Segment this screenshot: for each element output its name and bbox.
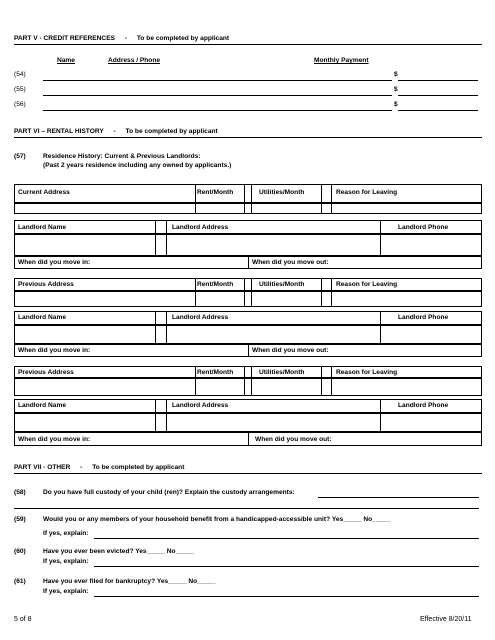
row-56-currency: $	[394, 101, 398, 108]
block1-address-label: Current Address	[18, 189, 70, 196]
q60-number: (60)	[14, 548, 26, 555]
effective-date: Effective 8/20/11	[420, 616, 472, 623]
page-number: 5 of 8	[14, 616, 32, 623]
col-name-label: Name	[57, 57, 75, 64]
block1-move-in-label[interactable]: When did you move in:	[18, 259, 91, 266]
q60-explain-field[interactable]	[94, 566, 479, 567]
q61-explain-label: If yes, explain:	[43, 588, 89, 595]
block2-landlord-phone-label: Landlord Phone	[398, 314, 449, 321]
row-55-currency: $	[394, 86, 398, 93]
q59-number: (59)	[14, 516, 26, 523]
block1-rent-label: Rent/Month	[197, 189, 234, 196]
block1-address-row	[14, 184, 482, 203]
block3-landlord-row-2	[14, 413, 482, 432]
part7-dash: -	[80, 464, 83, 471]
row-55-payment-field[interactable]	[398, 95, 478, 96]
block2-address-label: Previous Address	[18, 281, 74, 288]
q60-text: Have you ever been evicted? Yes_____ No_____	[43, 548, 194, 555]
part7-header-rule	[14, 473, 482, 474]
q60-explain-label: If yes, explain:	[43, 558, 89, 565]
block1-utilities-label: Utilities/Month	[259, 189, 305, 196]
q59-explain-label: If yes, explain:	[43, 530, 89, 537]
block2-landlord-name-label: Landlord Name	[18, 314, 66, 321]
q61-text: Have you ever filed for bankruptcy? Yes_____ No_____	[43, 578, 216, 585]
block1-landlord-row-2	[14, 234, 482, 256]
row-54-currency: $	[394, 71, 398, 78]
row-54-payment-field[interactable]	[398, 80, 478, 81]
block2-move-out-label[interactable]: When did you move out:	[252, 347, 329, 354]
q58-answer-field[interactable]	[318, 497, 479, 498]
q58-text: Do you have full custody of your child (ren)? Explain the custody arrangements:	[43, 489, 295, 496]
row-56-number: (56)	[14, 101, 26, 108]
block1-address-row-2	[14, 203, 482, 214]
block3-utilities-label: Utilities/Month	[259, 369, 305, 376]
part6-dash: -	[113, 128, 116, 135]
block3-landlord-phone-label: Landlord Phone	[398, 402, 449, 409]
col-payment-label: Monthly Payment	[314, 57, 369, 64]
part6-header-rule	[14, 137, 482, 138]
q61-explain-field[interactable]	[94, 596, 479, 597]
block2-address-row-2	[14, 291, 482, 307]
block2-move-in-label[interactable]: When did you move in:	[18, 347, 91, 354]
block1-landlord-address-label: Landlord Address	[172, 224, 229, 231]
block1-reason-label: Reason for Leaving	[336, 189, 398, 196]
part6-subtitle: To be completed by applicant	[125, 128, 218, 135]
part5-dash: -	[124, 35, 128, 42]
block3-address-row	[14, 366, 482, 378]
row-55-name-field[interactable]	[43, 95, 392, 96]
q57-number: (57)	[14, 153, 26, 160]
block2-rent-label: Rent/Month	[197, 281, 234, 288]
row-55-number: (55)	[14, 86, 26, 93]
block2-reason-label: Reason for Leaving	[336, 281, 398, 288]
block2-utilities-label: Utilities/Month	[259, 281, 305, 288]
q57-line1: Residence History: Current & Previous Landlords:	[43, 153, 201, 160]
part6-header	[14, 128, 218, 135]
row-54-name-field[interactable]	[43, 80, 392, 81]
q58-number: (58)	[14, 489, 26, 496]
block3-landlord-address-label: Landlord Address	[172, 402, 229, 409]
part6-title: PART VI – RENTAL HISTORY	[14, 128, 104, 135]
q58-answer-line-2[interactable]	[14, 508, 479, 509]
q59-text: Would you or any members of your household benefit from a handicapped-accessible unit? Yes_____ No_____	[43, 516, 391, 523]
block1-move-out-label[interactable]: When did you move out:	[252, 259, 329, 266]
block2-landlord-address-label: Landlord Address	[172, 314, 229, 321]
row-54-number: (54)	[14, 71, 26, 78]
block3-reason-label: Reason for Leaving	[336, 369, 398, 376]
block3-rent-label: Rent/Month	[197, 369, 234, 376]
part5-header-rule	[14, 44, 482, 45]
row-56-payment-field[interactable]	[398, 110, 478, 111]
q61-number: (61)	[14, 578, 26, 585]
block1-landlord-phone-label: Landlord Phone	[398, 224, 449, 231]
part7-subtitle: To be completed by applicant	[92, 464, 185, 471]
block3-address-row-2	[14, 378, 482, 396]
block3-landlord-name-label: Landlord Name	[18, 402, 66, 409]
block3-move-in-label[interactable]: When did you move in:	[18, 436, 91, 443]
block3-address-label: Previous Address	[18, 369, 74, 376]
part7-header	[14, 464, 184, 471]
row-56-name-field[interactable]	[43, 110, 392, 111]
q59-explain-field[interactable]	[94, 538, 479, 539]
part5-title: PART V - CREDIT REFERENCES	[14, 35, 115, 42]
block1-landlord-name-label: Landlord Name	[18, 224, 66, 231]
part5-header	[14, 35, 229, 42]
part7-title: PART VII - OTHER	[14, 464, 71, 471]
block2-landlord-row-2	[14, 325, 482, 344]
block2-address-row	[14, 278, 482, 291]
block3-move-out-label[interactable]: When did you move out:	[255, 436, 332, 443]
part5-subtitle: To be completed by applicant	[136, 35, 230, 42]
q57-line2: (Past 2 years residence including any owned by applicants.)	[43, 162, 232, 169]
col-address-label: Address / Phone	[108, 57, 161, 64]
